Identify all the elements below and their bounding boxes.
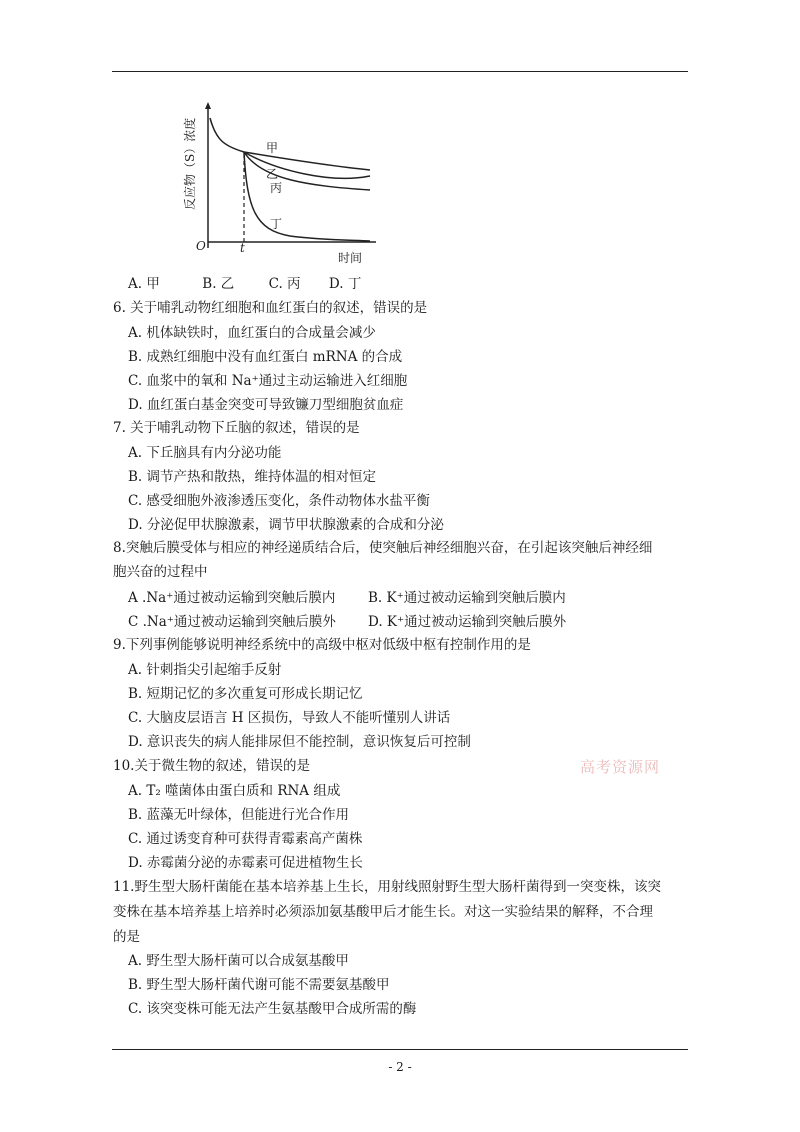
q5-options: [128, 276, 361, 292]
q5-option-b[interactable]: B. 乙: [202, 276, 235, 292]
q11-stem-line1: 11.野生型大肠杆菌能在基本培养基上生长，用射线照射野生型大肠杆菌得到一突变株，该突: [113, 879, 661, 895]
x-axis-label: 时间: [338, 251, 363, 265]
q6-option-c[interactable]: C. 血浆中的氧和 Na⁺通过主动运输进入红细胞: [128, 373, 408, 389]
q8-option-d[interactable]: D. K⁺通过被动运输到突触后膜外: [368, 614, 567, 630]
q7-option-d[interactable]: D. 分泌促甲状腺激素，调节甲状腺激素的合成和分泌: [128, 517, 444, 533]
concentration-time-graph: [180, 100, 380, 268]
curve-label-jia: 甲: [266, 141, 279, 155]
q10-option-b[interactable]: B. 蓝藻无叶绿体，但能进行光合作用: [128, 807, 350, 823]
initial-curve: [210, 118, 244, 152]
y-axis-arrow: [205, 102, 211, 109]
q6-option-d[interactable]: D. 血红蛋白基金突变可导致镰刀型细胞贫血症: [128, 397, 404, 413]
q11-stem-line2: 变株在基本培养基上培养时必须添加氨基酸甲后才能生长。对这一实验结果的解释，不合理: [113, 904, 653, 920]
q7-option-c[interactable]: C. 感受细胞外液渗透压变化，条件动物体水盐平衡: [128, 493, 430, 509]
q8-stem-line1: 8.突触后膜受体与相应的神经递质结合后，使突触后神经细胞兴奋，在引起该突触后神经细: [113, 540, 653, 556]
curve-bing: [244, 152, 370, 190]
q10-option-a[interactable]: A. T₂ 噬菌体由蛋白质和 RNA 组成: [128, 783, 341, 799]
q10-stem: 10.关于微生物的叙述，错误的是: [113, 758, 310, 774]
q9-option-c[interactable]: C. 大脑皮层语言 H 区损伤，导致人不能听懂别人讲话: [128, 710, 451, 726]
footer-rule: [112, 1049, 688, 1050]
q5-option-d[interactable]: D. 丁: [328, 276, 362, 292]
q7-stem: 7. 关于哺乳动物下丘脑的叙述，错误的是: [113, 420, 360, 436]
watermark: 高考资源网: [580, 758, 661, 776]
q9-option-b[interactable]: B. 短期记忆的多次重复可形成长期记忆: [128, 686, 363, 702]
curve-label-yi: 乙: [266, 167, 279, 181]
curve-label-bing: 丙: [270, 181, 283, 195]
q9-option-a[interactable]: A. 针刺指尖引起缩手反射: [128, 662, 282, 678]
q11-option-b[interactable]: B. 野生型大肠杆菌代谢可能不需要氨基酸甲: [128, 977, 390, 993]
y-axis-label: 反应物（S）浓度: [183, 117, 197, 210]
q5-option-a[interactable]: A. 甲: [128, 276, 160, 292]
q10-option-c[interactable]: C. 通过诱变育种可获得青霉素高产菌株: [128, 831, 363, 847]
origin-label: O: [196, 239, 206, 253]
q7-option-b[interactable]: B. 调节产热和散热，维持体温的相对恒定: [128, 469, 377, 485]
q10-option-d[interactable]: D. 赤霉菌分泌的赤霉素可促进植物生长: [128, 855, 363, 871]
curve-yi: [244, 152, 370, 178]
q6-stem: 6. 关于哺乳动物红细胞和血红蛋白的叙述，错误的是: [113, 300, 428, 316]
t-label: t: [240, 241, 245, 255]
q5-option-c[interactable]: C. 丙: [268, 276, 301, 292]
q9-option-d[interactable]: D. 意识丧失的病人能排尿但不能控制，意识恢复后可控制: [128, 734, 471, 750]
curve-ding: [244, 152, 370, 241]
q8-option-a[interactable]: A .Na⁺通过被动运输到突触后膜内: [128, 590, 336, 606]
q11-option-a[interactable]: A. 野生型大肠杆菌可以合成氨基酸甲: [128, 953, 349, 969]
q8-option-b[interactable]: B. K⁺通过被动运输到突触后膜内: [368, 590, 566, 606]
q6-option-a[interactable]: A. 机体缺铁时，血红蛋白的合成量会减少: [128, 325, 376, 341]
q6-option-b[interactable]: B. 成熟红细胞中没有血红蛋白 mRNA 的合成: [128, 349, 403, 365]
q8-option-c[interactable]: C .Na⁺通过被动运输到突触后膜外: [128, 614, 336, 630]
q11-stem-line3: 的是: [113, 929, 140, 945]
q8-stem-line2: 胞兴奋的过程中: [113, 564, 208, 580]
header-rule: [112, 71, 688, 72]
q9-stem: 9.下列事例能够说明神经系统中的高级中枢对低级中枢有控制作用的是: [113, 637, 531, 653]
page-number: - 2 -: [388, 1060, 412, 1074]
q11-option-c[interactable]: C. 该突变株可能无法产生氨基酸甲合成所需的酶: [128, 1001, 417, 1017]
curve-label-ding: 丁: [270, 217, 283, 231]
q7-option-a[interactable]: A. 下丘脑具有内分泌功能: [128, 445, 282, 461]
